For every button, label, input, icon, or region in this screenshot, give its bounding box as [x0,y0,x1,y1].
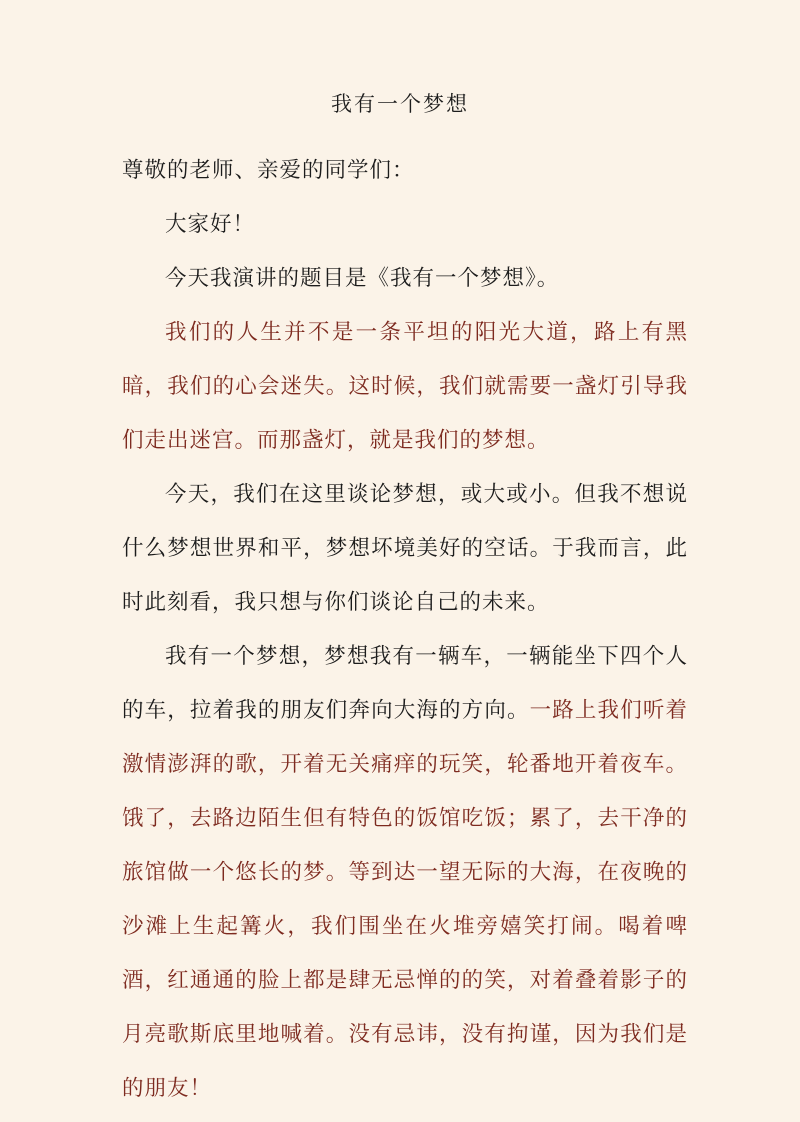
page-title: 我有一个梦想 [331,92,469,116]
greeting: 尊敬的老师、亲爱的同学们： [122,158,415,183]
paragraph-talk-future: 今天，我们在这里谈论梦想，或大或小。但我不想说什么梦想世界和平，梦想坏境美好的空话。于我而言，此时此刻看，我只想与你们谈论自己的未来。 [122,482,688,615]
paragraph-hello: 大家好！ [165,212,256,237]
paragraph-topic: 今天我演讲的题目是《我有一个梦想》。 [165,266,560,291]
paragraph-car-dream-journey: 一路上我们听着激情澎湃的歌，开着无关痛痒的玩笑，轮番地开着夜车。饿了，去路边陌生但有特色的饭馆吃饭；累了，去干净的旅馆做一个悠长的梦。等到达一望无际的大海，在夜晚的沙滩上生起篝火，我们围坐在火堆旁嬉笑打闹。喝着啤酒，红通通的脸上都是肆无忌惮的的笑，对着叠着影子的月亮歌斯底里地喊着。没有忌讳，没有拘谨，因为我们是的朋友！ [122,698,688,1101]
paragraph-car-dream-intro: 我有一个梦想，梦想我有一辆车，一辆能坐下四个人的车，拉着我的朋友们奔向大海的方向。 [122,644,688,723]
paragraph-life-lamp: 我们的人生并不是一条平坦的阳光大道，路上有黑暗，我们的心会迷失。这时候，我们就需要一盏灯引导我们走出迷宫。而那盏灯，就是我们的梦想。 [122,320,688,453]
speech-body [122,144,688,1116]
paragraph-car-dream [122,630,688,1116]
